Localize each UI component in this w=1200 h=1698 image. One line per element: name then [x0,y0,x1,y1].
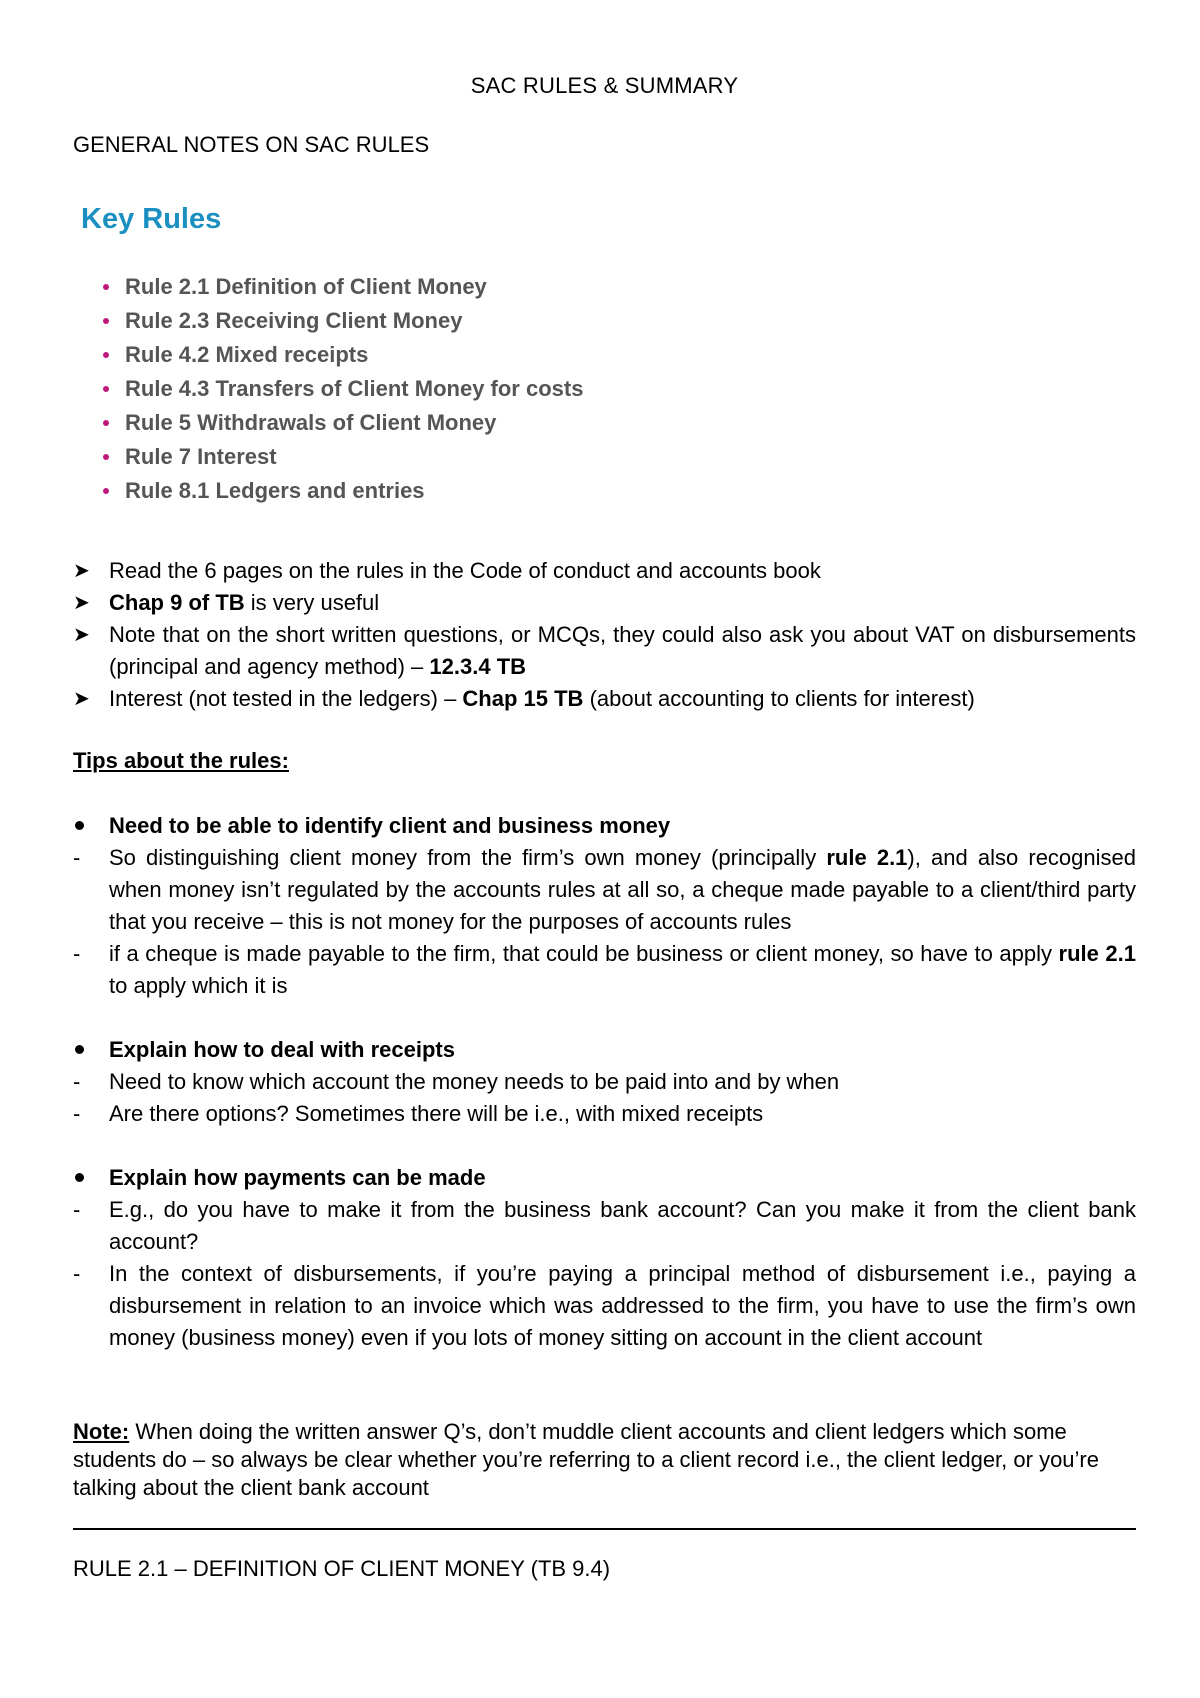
bullet-icon [75,821,84,830]
list-item: - Need to know which account the money needs to be paid into and by when [73,1066,1136,1098]
tip-heading: Explain how payments can be made [73,1162,1136,1194]
bullet-icon [103,284,109,290]
bullet-icon [103,318,109,324]
list-item: Rule 4.3 Transfers of Client Money for costs [103,372,583,406]
bullet-icon [75,1173,84,1182]
section-heading: GENERAL NOTES ON SAC RULES [73,132,430,157]
tip-block [73,1034,1136,1130]
notes-list [73,555,1136,715]
bullet-icon [75,1045,84,1054]
dash-bullet: - [73,1069,81,1094]
tip-block [73,810,1136,1002]
list-item: ➤ Note that on the short written questions, or MCQs, they could also ask you about VAT on disbursements (principal and agency method) – 12.3.4 TB [73,619,1136,683]
list-item: Rule 2.3 Receiving Client Money [103,304,583,338]
key-rules-list [103,270,583,508]
bullet-icon [103,454,109,460]
list-item: - E.g., do you have to make it from the business bank account? Can you make it from the client bank account? [73,1194,1136,1258]
list-item: Rule 2.1 Definition of Client Money [103,270,583,304]
dash-bullet: - [73,845,81,870]
dash-bullet: - [73,1197,81,1222]
note-label: Note: [73,1419,130,1444]
document-title: SAC RULES & SUMMARY [470,73,739,98]
arrow-bullet-icon: ➤ [73,624,90,646]
key-rules-title: Key Rules [81,203,222,235]
dash-bullet: - [73,941,81,966]
list-item: - Are there options? Sometimes there will be i.e., with mixed receipts [73,1098,1136,1130]
arrow-bullet-icon: ➤ [73,560,90,582]
list-item: Rule 7 Interest [103,440,583,474]
tips-heading: Tips about the rules: [73,748,289,773]
horizontal-rule [73,1528,1136,1530]
tip-heading: Explain how to deal with receipts [73,1034,1136,1066]
bullet-icon [103,420,109,426]
bullet-icon [103,386,109,392]
tip-block [73,1162,1136,1354]
list-item: Rule 8.1 Ledgers and entries [103,474,583,508]
arrow-bullet-icon: ➤ [73,592,90,614]
arrow-bullet-icon: ➤ [73,688,90,710]
dash-bullet: - [73,1101,81,1126]
rule-heading: RULE 2.1 – DEFINITION OF CLIENT MONEY (TB 9.4) [73,1556,611,1581]
note-paragraph: Note: When doing the written answer Q’s, don’t muddle client accounts and client ledgers which some students do – so always be clear whether you’re referring to a client record i.e., the client ledger, or you’re talking about the client bank account [73,1419,1099,1500]
dash-bullet: - [73,1261,81,1286]
list-item: Rule 5 Withdrawals of Client Money [103,406,583,440]
list-item: ➤ Chap 9 of TB is very useful [73,587,1136,619]
bullet-icon [103,352,109,358]
list-item: - if a cheque is made payable to the firm, that could be business or client money, so have to apply rule 2.1 to apply which it is [73,938,1136,1002]
list-item: ➤ Read the 6 pages on the rules in the Code of conduct and accounts book [73,555,1136,587]
tip-heading: Need to be able to identify client and business money [73,810,1136,842]
list-item: ➤ Interest (not tested in the ledgers) – Chap 15 TB (about accounting to clients for interest) [73,683,1136,715]
list-item: Rule 4.2 Mixed receipts [103,338,583,372]
list-item: - So distinguishing client money from the firm’s own money (principally rule 2.1), and also recognised when money isn’t regulated by the accounts rules at all so, a cheque made payable to a client/third party that you receive – this is not money for the purposes of accounts rules [73,842,1136,938]
bullet-icon [103,488,109,494]
list-item: - In the context of disbursements, if you’re paying a principal method of disbursement i.e., paying a disbursement in relation to an invoice which was addressed to the firm, you have to use the firm’s own money (business money) even if you lots of money sitting on account in the client account [73,1258,1136,1354]
